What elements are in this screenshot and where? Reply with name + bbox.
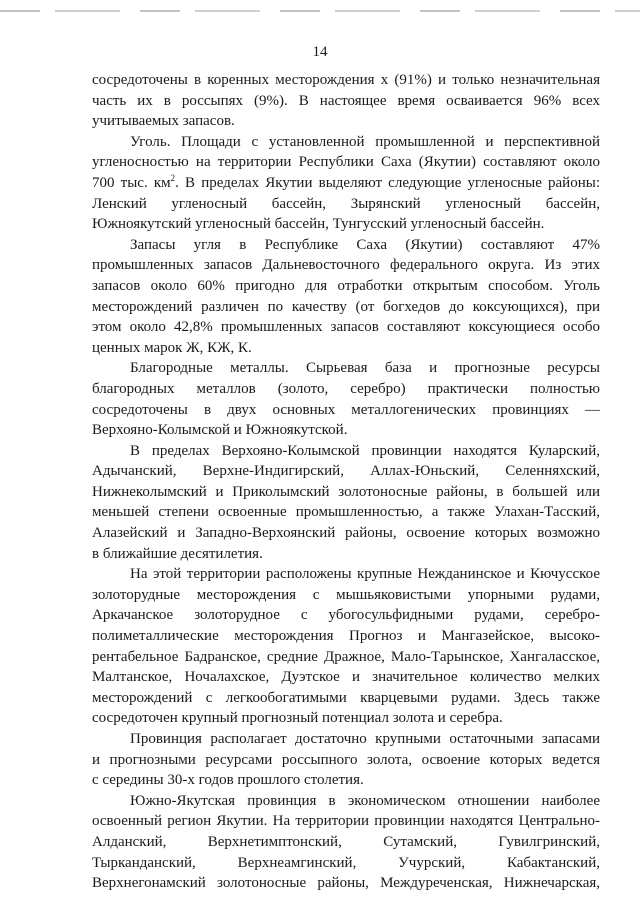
text-line: золоторудные месторождения с мышьяковистыми упорными рудами, [92, 586, 600, 603]
paragraph [92, 564, 600, 729]
body-text [92, 70, 600, 894]
paragraph [92, 70, 600, 132]
text-line: Малтанское, Ночалахское, Дуэтское и значительное количество мелких [92, 669, 600, 686]
paragraph [92, 791, 600, 894]
text-line-tail: . В пределах Якутии выделяют следующие угленосные районы: [175, 174, 600, 191]
text-line: 700 тыс. $км^2$. В пределах Якутии выделяют следующие угленосные районы: [92, 172, 600, 191]
text-line: месторождений различен по качеству (от богхедов до коксующихся), при [92, 298, 600, 315]
text-line: Провинция располагает достаточно крупными остаточными запасами [130, 731, 600, 747]
text-line: промышленных запасов Дальневосточного федерального округа. Из этих [92, 257, 600, 274]
text-line: рентабельное Бадранское, средние Дражное, Мало-Тарынское, Хангаласское, [92, 648, 600, 665]
scan-artifact-line [0, 10, 640, 12]
text-line: благородных металлов (золото, серебро) практически полностью [92, 380, 600, 397]
paragraph [92, 441, 600, 565]
text-line: Адычанский, Верхне-Индигирский, Аллах-Юньский, Селенняхский, [92, 463, 600, 480]
text-line: запасов около 60% пригодно для отработки открытым способом. Уголь [92, 277, 600, 294]
text-line: Ленский угленосный бассейн, Зырянский угленосный бассейн, [92, 195, 600, 212]
text-line: Алазейский и Западно-Верхоянский районы, освоение которых возможно [92, 525, 600, 542]
text-line: Верхояно-Колымской и Южноякутской. [92, 422, 348, 439]
text-line: этом около 42,8% промышленных запасов составляют коксующиеся особо [92, 319, 600, 336]
text-line: полиметаллические месторождения Прогноз и Мангазейское, высоко- [92, 628, 600, 645]
text-line: и прогнозными ресурсами россыпного золота, освоение которых ведется [92, 751, 600, 768]
paragraph [92, 235, 600, 359]
text-line: Уголь. Площади с установленной промышленной и перспективной [130, 133, 600, 150]
text-line: На этой территории расположены крупные Нежданинское и Кючусское [130, 566, 600, 583]
superscript: 2 [170, 172, 176, 183]
paragraph [92, 358, 600, 440]
text-line: месторождений с легкообогатимыми кварцевыми рудами. Здесь также [92, 689, 600, 706]
text-line: угленосностью на территории Республики Саха (Якутии) составляют около [92, 154, 600, 171]
text-line: Запасы угля в Республике Саха (Якутии) составляют 47% [130, 236, 600, 253]
text-line: Южно-Якутская провинция в экономическом отношении наиболее [130, 792, 600, 809]
page-number: 14 [312, 44, 328, 60]
text-line: часть их в россыпях (9%). В настоящее время осваивается 96% всех [92, 92, 600, 109]
text-line: освоенный регион Якутии. На территории провинции находятся Центрально- [92, 813, 600, 830]
text-line: сосредоточены в двух основных металлогенических провинциях — [92, 401, 600, 418]
text-line: Нижнеколымский и Приколымский золотоносные районы, в большей или [92, 483, 600, 500]
text-line: с середины 30-х годов прошлого столетия. [92, 772, 364, 789]
text-line: Благородные металлы. Сырьевая база и прогнозные ресурсы [130, 360, 600, 377]
text-line: Алданский, Верхнетимптонский, Сутамский, Гувилгринский, [92, 833, 600, 850]
paragraph [92, 132, 600, 235]
text-line: Южноякутский угленосный бассейн, Тунгусский угленосный бассейн. [92, 216, 545, 233]
text-line: Верхнегонамский золотоносные районы, Междуреченская, Нижнечарская, [92, 875, 600, 892]
text-line: ценных марок Ж, КЖ, К. [92, 339, 252, 356]
text-line: в ближайшие десятилетия. [92, 545, 263, 562]
text-line: Аркачанское золоторудное с убогосульфидными рудами, серебро- [92, 607, 600, 624]
text-line: учитываемых запасов. [92, 113, 235, 130]
text-line: сосредоточен крупный прогнозный потенциал золота и серебра. [92, 710, 503, 727]
text-line: сосредоточены в коренных месторождения х (91%) и только незначительная [92, 72, 600, 88]
text-line: В пределах Верхояно-Колымской провинции находятся Куларский, [130, 442, 600, 459]
text-line: меньшей степени освоенные промышленностью, а также Улахан-Тасский, [92, 504, 600, 521]
paragraph [92, 729, 600, 791]
text-line: Тырканданский, Верхнеамгинский, Учурский, Кабактанский, [92, 854, 600, 871]
